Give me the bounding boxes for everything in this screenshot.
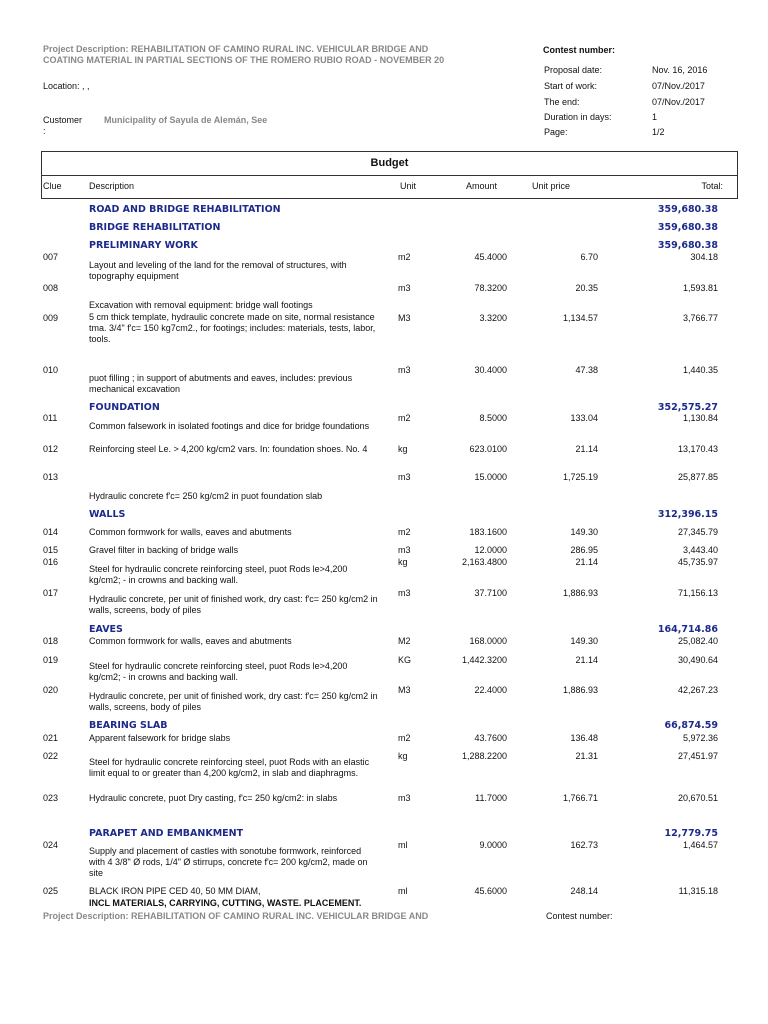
row-clue: 011 bbox=[43, 413, 58, 423]
row-description: puot filling ; in support of abutments and eaves, includes: previous mechanical excavation bbox=[89, 373, 353, 394]
section-total: 66,874.59 bbox=[664, 720, 718, 731]
section-total: 359,680.38 bbox=[657, 204, 718, 215]
row-clue: 013 bbox=[43, 472, 59, 482]
row-amount: 43.7600 bbox=[474, 733, 507, 743]
row-total: 30,490.64 bbox=[677, 655, 718, 665]
row-amount: 37.7100 bbox=[474, 588, 507, 598]
row-clue: 018 bbox=[43, 636, 59, 646]
row-unit: M3 bbox=[398, 313, 411, 323]
column-header-row bbox=[41, 175, 738, 199]
row-total: 1,464.57 bbox=[682, 840, 718, 850]
section-bridge-rehab: BRIDGE REHABILITATION bbox=[89, 222, 221, 233]
row-amount: 8.5000 bbox=[479, 413, 507, 423]
proposal-date-label: Proposal date: bbox=[544, 65, 603, 75]
row-description: Layout and leveling of the land for the removal of structures, with topography equipment bbox=[89, 260, 347, 281]
section-total: 164,714.86 bbox=[657, 624, 718, 635]
col-description: Description bbox=[89, 181, 135, 191]
row-clue: 015 bbox=[43, 545, 59, 555]
col-unit: Unit bbox=[400, 181, 417, 191]
row-clue: 017 bbox=[43, 588, 59, 598]
row-description: Excavation with removal equipment: bridge wall footings bbox=[89, 300, 313, 310]
row-unit: m3 bbox=[398, 793, 411, 803]
row-unit: m3 bbox=[398, 283, 411, 293]
row-total: 25,082.40 bbox=[677, 636, 718, 646]
proposal-date-value: Nov. 16, 2016 bbox=[652, 65, 708, 75]
row-description: Reinforcing steel Le. > 4,200 kg/cm2 vars. In: foundation shoes. No. 4 bbox=[89, 444, 368, 454]
row-description: Common formwork for walls, eaves and abutments bbox=[89, 527, 292, 537]
row-unit-price: 21.14 bbox=[575, 655, 598, 665]
row-clue: 019 bbox=[43, 655, 59, 665]
row-unit-price: 1,886.93 bbox=[562, 685, 598, 695]
customer-colon: : bbox=[43, 126, 46, 136]
row-unit-price: 21.14 bbox=[575, 444, 598, 454]
row-total: 27,451.97 bbox=[677, 751, 718, 761]
row-description: Hydraulic concrete, per unit of finished work, dry cast: f'c= 250 kg/cm2 in walls, screens, body of piles bbox=[89, 691, 378, 712]
row-amount: 45.6000 bbox=[474, 886, 507, 896]
row-total: 304.18 bbox=[690, 252, 718, 262]
row-clue: 020 bbox=[43, 685, 59, 695]
row-description: 5 cm thick template, hydraulic concrete made on site, normal resistance tma. 3/4" f'c= 150 kg7cm2., for footings; includes: materials, tests, labor, tools. bbox=[89, 312, 376, 344]
row-total: 5,972.36 bbox=[682, 733, 718, 743]
section-total: 359,680.38 bbox=[657, 222, 718, 233]
page-label: Page: bbox=[544, 127, 568, 137]
row-unit: m2 bbox=[398, 733, 411, 743]
row-total: 1,593.81 bbox=[682, 283, 718, 293]
row-amount: 45.4000 bbox=[474, 252, 507, 262]
row-description: Steel for hydraulic concrete reinforcing steel, puot Rods le>4,200 kg/cm2; - in crowns and backing wall. bbox=[89, 661, 348, 682]
row-total: 45,735.97 bbox=[677, 557, 718, 567]
project-description-line1: REHABILITATION OF CAMINO RURAL INC. VEHICULAR BRIDGE AND bbox=[131, 44, 429, 54]
col-clue: Clue bbox=[43, 181, 62, 191]
footer-project-description bbox=[43, 911, 428, 921]
section-foundation: FOUNDATION bbox=[89, 402, 160, 413]
row-amount: 623.0100 bbox=[469, 444, 507, 454]
duration-value: 1 bbox=[652, 112, 658, 122]
section-preliminary-work: PRELIMINARY WORK bbox=[89, 240, 198, 251]
row-amount: 22.4000 bbox=[474, 685, 507, 695]
row-description: Gravel filter in backing of bridge walls bbox=[89, 545, 239, 555]
section-road-bridge-rehab: ROAD AND BRIDGE REHABILITATION bbox=[89, 204, 281, 215]
budget-title: Budget bbox=[370, 157, 409, 169]
row-total: 20,670.51 bbox=[677, 793, 718, 803]
row-unit: m2 bbox=[398, 413, 411, 423]
row-unit: ml bbox=[398, 886, 408, 896]
col-amount: Amount bbox=[466, 181, 498, 191]
row-clue: 016 bbox=[43, 557, 59, 567]
row-unit: m3 bbox=[398, 472, 411, 482]
row-unit: KG bbox=[398, 655, 412, 665]
row-unit-price: 1,134.57 bbox=[562, 313, 598, 323]
project-description bbox=[43, 44, 523, 66]
row-clue: 014 bbox=[43, 527, 59, 537]
row-description: Hydraulic concrete, puot Dry casting, f'c= 250 kg/cm2: in slabs bbox=[89, 793, 338, 803]
row-amount: 9.0000 bbox=[479, 840, 507, 850]
row-amount: 2,163.4800 bbox=[461, 557, 507, 567]
row-unit-price: 1,886.93 bbox=[562, 588, 598, 598]
row-unit-price: 136.48 bbox=[570, 733, 598, 743]
row-description: Common falsework in isolated footings and dice for bridge foundations bbox=[89, 421, 370, 431]
row-description: Steel for hydraulic concrete reinforcing steel, puot Rods le>4,200 kg/cm2; - in crowns and backing wall. bbox=[89, 564, 348, 585]
row-unit-price: 20.35 bbox=[575, 283, 598, 293]
row-clue: 022 bbox=[43, 751, 59, 761]
row-unit: M3 bbox=[398, 685, 411, 695]
row-unit-price: 21.31 bbox=[575, 751, 598, 761]
row-unit: kg bbox=[398, 557, 408, 567]
location: Location: , , bbox=[43, 81, 90, 91]
row-total: 3,766.77 bbox=[682, 313, 718, 323]
end-label: The end: bbox=[544, 97, 580, 107]
row-unit-price: 248.14 bbox=[570, 886, 598, 896]
row-amount: 1,288.2200 bbox=[461, 751, 507, 761]
start-of-work-label: Start of work: bbox=[544, 81, 598, 91]
row-description: Supply and placement of castles with sonotube formwork, reinforced with 4 3/8" Ø rods, 1/4" Ø stirrups, concrete f'c= 200 kg/cm2, made on site bbox=[89, 846, 368, 878]
row-description: BLACK IRON PIPE CED 40, 50 MM DIAM, bbox=[89, 886, 261, 896]
row-unit-price: 47.38 bbox=[575, 365, 598, 375]
customer-value: Municipality of Sayula de Alemán, See bbox=[104, 115, 268, 125]
section-parapet-embankment: PARAPET AND EMBANKMENT bbox=[89, 828, 244, 839]
row-amount: 15.0000 bbox=[474, 472, 507, 482]
duration-label: Duration in days: bbox=[544, 112, 612, 122]
row-unit: ml bbox=[398, 840, 408, 850]
row-unit: m3 bbox=[398, 588, 411, 598]
customer-label: Customer bbox=[43, 115, 83, 125]
section-total: 312,396.15 bbox=[657, 509, 718, 520]
row-amount: 11.7000 bbox=[475, 793, 507, 803]
section-bearing-slab: BEARING SLAB bbox=[89, 720, 168, 731]
row-unit-price: 149.30 bbox=[570, 527, 598, 537]
row-clue: 008 bbox=[43, 283, 59, 293]
section-total: 12,779.75 bbox=[664, 828, 718, 839]
col-unit-price: Unit price bbox=[532, 181, 571, 191]
row-unit-price: 1,766.71 bbox=[562, 793, 598, 803]
row-total: 3,443.40 bbox=[682, 545, 718, 555]
page-value: 1/2 bbox=[652, 127, 665, 137]
row-clue: 009 bbox=[43, 313, 59, 323]
section-walls: WALLS bbox=[89, 509, 126, 520]
project-description-label: Project Description: bbox=[43, 44, 129, 54]
row-description: Hydraulic concrete, per unit of finished work, dry cast: f'c= 250 kg/cm2 in walls, screens, body of piles bbox=[89, 594, 378, 615]
row-unit-price: 162.73 bbox=[570, 840, 598, 850]
footer-contest-number: Contest number: bbox=[546, 911, 613, 921]
row-unit: m2 bbox=[398, 527, 411, 537]
start-of-work-value: 07/Nov./2017 bbox=[652, 81, 705, 91]
section-total: 352,575.27 bbox=[657, 402, 718, 413]
project-description-line2: COATING MATERIAL IN PARTIAL SECTIONS OF THE ROMERO RUBIO ROAD - NOVEMBER 20 bbox=[43, 55, 445, 65]
row-total: 71,156.13 bbox=[677, 588, 718, 598]
row-unit-price: 1,725.19 bbox=[562, 472, 598, 482]
row-unit-price: 149.30 bbox=[570, 636, 598, 646]
row-clue: 023 bbox=[43, 793, 59, 803]
row-unit: m3 bbox=[398, 365, 411, 375]
row-clue: 012 bbox=[43, 444, 59, 454]
row-amount: 3.3200 bbox=[479, 313, 507, 323]
row-total: 42,267.23 bbox=[677, 685, 718, 695]
section-total: 359,680.38 bbox=[657, 240, 718, 251]
row-unit: M2 bbox=[398, 636, 411, 646]
row-unit: m2 bbox=[398, 252, 411, 262]
row-unit: kg bbox=[398, 751, 408, 761]
row-amount: 1,442.3200 bbox=[461, 655, 507, 665]
row-amount: 78.3200 bbox=[474, 283, 507, 293]
row-clue: 007 bbox=[43, 252, 59, 262]
row-total: 11,315.18 bbox=[678, 886, 718, 896]
section-eaves: EAVES bbox=[89, 624, 123, 635]
row-unit: kg bbox=[398, 444, 408, 454]
row-total: 25,877.85 bbox=[677, 472, 718, 482]
row-unit-price: 133.04 bbox=[570, 413, 598, 423]
incl-materials-line: INCL MATERIALS, CARRYING, CUTTING, WASTE. PLACEMENT. bbox=[89, 898, 362, 908]
row-amount: 30.4000 bbox=[474, 365, 507, 375]
row-description: Hydraulic concrete f'c= 250 kg/cm2 in puot foundation slab bbox=[89, 491, 323, 501]
row-unit: m3 bbox=[398, 545, 411, 555]
row-clue: 025 bbox=[43, 886, 59, 896]
row-total: 13,170.43 bbox=[677, 444, 718, 454]
row-amount: 183.1600 bbox=[469, 527, 507, 537]
row-amount: 168.0000 bbox=[469, 636, 507, 646]
row-description: Apparent falsework for bridge slabs bbox=[89, 733, 231, 743]
footer-desc-label: Project Description: bbox=[43, 911, 129, 921]
row-description: Steel for hydraulic concrete reinforcing steel, puot Rods with an elastic limit equal to or greater than 4,200 kg/cm2, in slab and diaphragms. bbox=[89, 757, 370, 778]
contest-number-label: Contest number: bbox=[543, 45, 615, 55]
end-value: 07/Nov./2017 bbox=[652, 97, 705, 107]
row-total: 1,130.84 bbox=[682, 413, 718, 423]
row-unit-price: 21.14 bbox=[575, 557, 598, 567]
row-total: 1,440.35 bbox=[682, 365, 718, 375]
footer-desc-text: REHABILITATION OF CAMINO RURAL INC. VEHICULAR BRIDGE AND bbox=[131, 911, 429, 921]
row-clue: 024 bbox=[43, 840, 59, 850]
row-total: 27,345.79 bbox=[677, 527, 718, 537]
col-total: Total: bbox=[701, 181, 723, 191]
row-description: Common formwork for walls, eaves and abutments bbox=[89, 636, 292, 646]
row-unit-price: 286.95 bbox=[570, 545, 598, 555]
row-clue: 021 bbox=[43, 733, 59, 743]
row-amount: 12.0000 bbox=[474, 545, 507, 555]
row-unit-price: 6.70 bbox=[580, 252, 598, 262]
row-clue: 010 bbox=[43, 365, 59, 375]
budget-title-box bbox=[41, 151, 738, 176]
